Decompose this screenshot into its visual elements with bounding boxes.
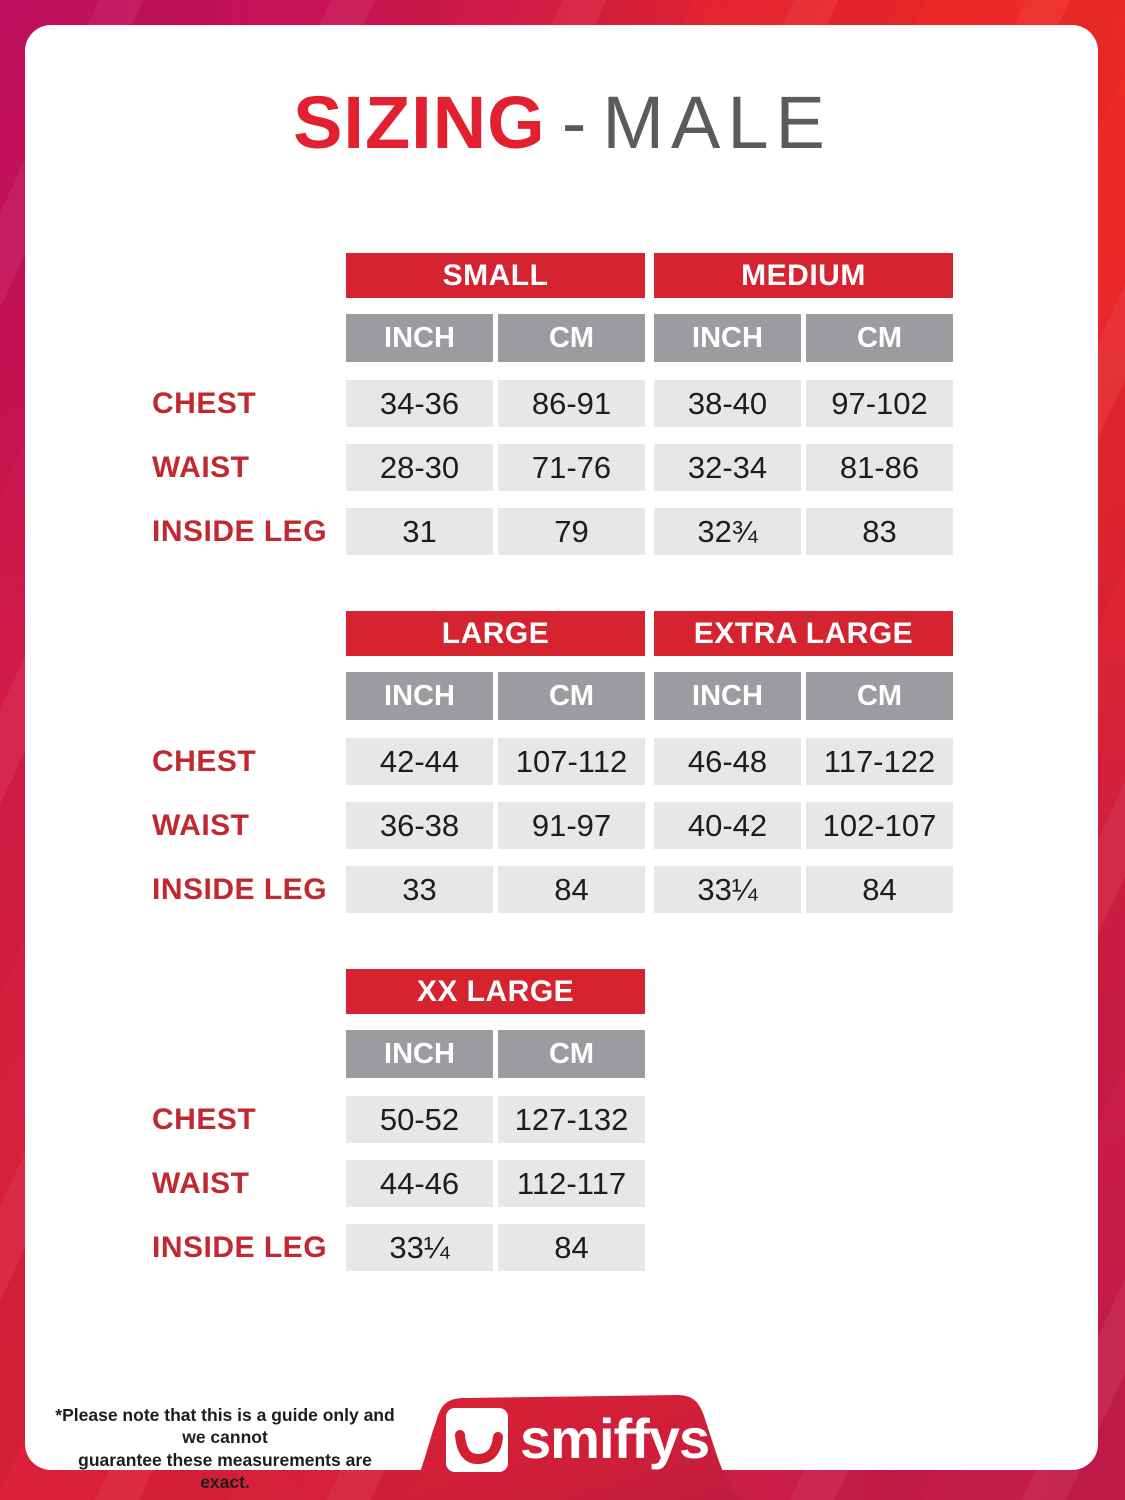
size-table-1	[152, 611, 953, 930]
size-header-row	[346, 969, 645, 1014]
trademark-symbol: TM	[711, 1408, 730, 1423]
unit-header-small-cm: CM	[498, 314, 645, 362]
value-cell: 127-132	[498, 1096, 645, 1143]
size-header-medium: MEDIUM	[654, 253, 953, 298]
value-cell: 83	[806, 508, 953, 555]
size-header-extra-large: EXTRA LARGE	[654, 611, 953, 656]
value-cell: 46-48	[654, 738, 801, 785]
disclaimer-line-1: *Please note that this is a guide only and we cannot	[55, 1405, 395, 1448]
value-cell: 34-36	[346, 380, 493, 427]
value-cell: 84	[498, 1224, 645, 1271]
unit-header-row	[346, 314, 953, 362]
unit-header-row	[346, 672, 953, 720]
table-row-chest	[152, 380, 953, 427]
size-header-xx-large: XX LARGE	[346, 969, 645, 1014]
value-cell: 79	[498, 508, 645, 555]
row-label-inside-leg: INSIDE LEG	[152, 1230, 328, 1264]
title-male: MALE	[602, 81, 832, 164]
table-row-waist	[152, 444, 953, 491]
unit-header-extra-large-inch: INCH	[654, 672, 801, 720]
unit-header-xx-large-inch: INCH	[346, 1030, 493, 1078]
table-row-chest	[152, 738, 953, 785]
smiffys-logo-tab	[398, 1390, 743, 1500]
value-cell: 38-40	[654, 380, 801, 427]
table-row-chest	[152, 1096, 645, 1143]
table-row-waist	[152, 1160, 645, 1207]
row-label-waist: WAIST	[152, 450, 250, 484]
table-row-inside-leg	[152, 508, 953, 555]
value-cell: 50-52	[346, 1096, 493, 1143]
value-cell: 40-42	[654, 802, 801, 849]
row-label-waist: WAIST	[152, 808, 250, 842]
value-cell: 44-46	[346, 1160, 493, 1207]
unit-header-small-inch: INCH	[346, 314, 493, 362]
value-cell: 31	[346, 508, 493, 555]
size-header-small: SMALL	[346, 253, 645, 298]
value-cell: 84	[498, 866, 645, 913]
unit-header-row	[346, 1030, 645, 1078]
size-table-0	[152, 253, 953, 572]
brand-name: smiffys	[520, 1407, 710, 1470]
value-cell: 33	[346, 866, 493, 913]
value-cell: 33¼	[654, 866, 801, 913]
smile-icon	[446, 1408, 508, 1472]
disclaimer-line-2: guarantee these measurements are exact.	[78, 1449, 372, 1493]
brand-wordmark	[520, 1407, 730, 1470]
row-label-chest: CHEST	[152, 386, 257, 420]
value-cell: 28-30	[346, 444, 493, 491]
unit-header-large-inch: INCH	[346, 672, 493, 720]
value-cell: 81-86	[806, 444, 953, 491]
unit-header-extra-large-cm: CM	[806, 672, 953, 720]
unit-header-medium-inch: INCH	[654, 314, 801, 362]
value-cell: 86-91	[498, 380, 645, 427]
value-cell: 71-76	[498, 444, 645, 491]
title-sizing: SIZING	[293, 81, 546, 164]
row-label-inside-leg: INSIDE LEG	[152, 872, 328, 906]
value-cell: 107-112	[498, 738, 645, 785]
unit-header-medium-cm: CM	[806, 314, 953, 362]
size-header-row	[346, 253, 953, 298]
unit-header-xx-large-cm: CM	[498, 1030, 645, 1078]
row-label-chest: CHEST	[152, 1102, 257, 1136]
page-title	[0, 81, 1125, 164]
value-cell: 102-107	[806, 802, 953, 849]
value-cell: 91-97	[498, 802, 645, 849]
size-header-large: LARGE	[346, 611, 645, 656]
row-label-chest: CHEST	[152, 744, 257, 778]
smiffys-logo	[446, 1408, 730, 1472]
value-cell: 32-34	[654, 444, 801, 491]
size-table-2	[152, 969, 645, 1288]
value-cell: 42-44	[346, 738, 493, 785]
value-cell: 33¼	[346, 1224, 493, 1271]
row-label-waist: WAIST	[152, 1166, 250, 1200]
value-cell: 117-122	[806, 738, 953, 785]
value-cell: 97-102	[806, 380, 953, 427]
value-cell: 112-117	[498, 1160, 645, 1207]
value-cell: 36-38	[346, 802, 493, 849]
table-row-inside-leg	[152, 1224, 645, 1271]
value-cell: 84	[806, 866, 953, 913]
disclaimer-note	[55, 1404, 395, 1494]
row-label-inside-leg: INSIDE LEG	[152, 514, 328, 548]
unit-header-large-cm: CM	[498, 672, 645, 720]
title-separator: -	[561, 81, 587, 164]
value-cell: 32¾	[654, 508, 801, 555]
table-row-inside-leg	[152, 866, 953, 913]
table-row-waist	[152, 802, 953, 849]
size-header-row	[346, 611, 953, 656]
